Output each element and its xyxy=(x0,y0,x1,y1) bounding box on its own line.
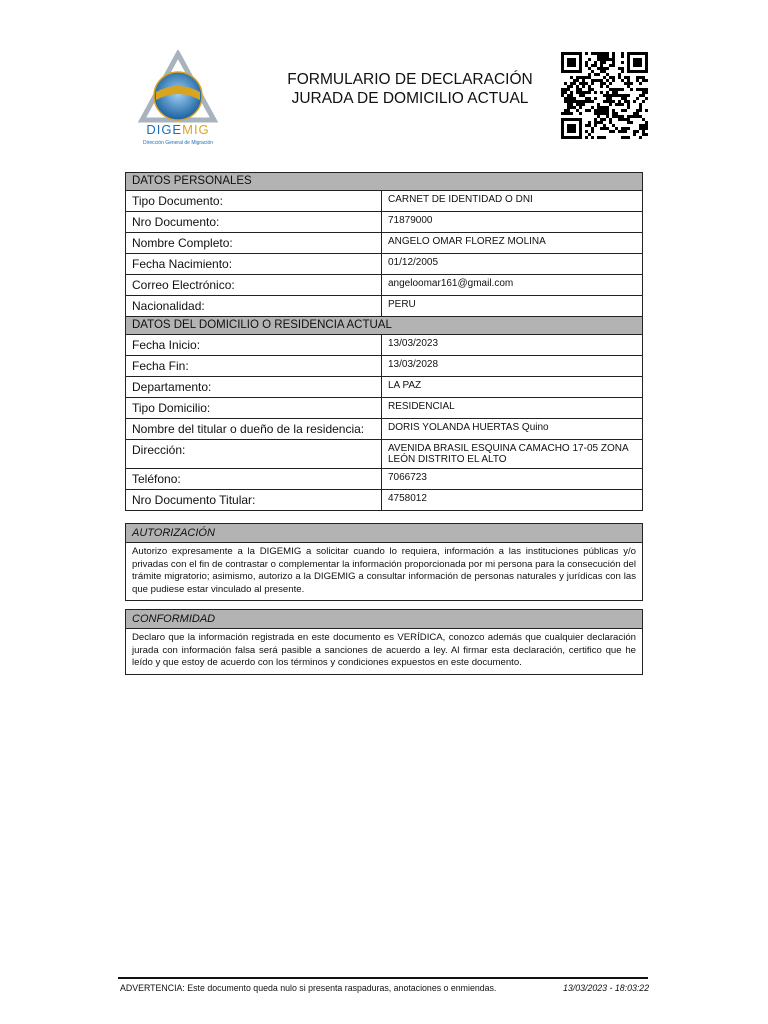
section-title: DATOS DEL DOMICILIO O RESIDENCIA ACTUAL xyxy=(126,317,643,335)
autorizacion-title: AUTORIZACIÓN xyxy=(126,524,642,543)
footer-timestamp: 13/03/2023 - 18:03:22 xyxy=(563,983,650,993)
row-value: RESIDENCIAL xyxy=(382,398,643,419)
footer-warning: ADVERTENCIA: Este documento queda nulo si presenta raspaduras, anotaciones o enmiendas. xyxy=(120,983,497,993)
row-value: 13/03/2023 xyxy=(382,335,643,356)
table-row xyxy=(126,212,643,233)
row-label: Departamento: xyxy=(126,377,382,398)
table-row xyxy=(126,254,643,275)
row-label: Nacionalidad: xyxy=(126,296,382,317)
footer-divider xyxy=(118,977,648,979)
row-label: Nombre del titular o dueño de la residencia: xyxy=(126,419,382,440)
row-label: Nombre Completo: xyxy=(126,233,382,254)
row-value: PERU xyxy=(382,296,643,317)
row-value: CARNET DE IDENTIDAD O DNI xyxy=(382,191,643,212)
row-value: DORIS YOLANDA HUERTAS Quino xyxy=(382,419,643,440)
row-label: Fecha Fin: xyxy=(126,356,382,377)
table-row xyxy=(126,191,643,212)
title-line-2: JURADA DE DOMICILIO ACTUAL xyxy=(291,90,529,107)
row-value: 71879000 xyxy=(382,212,643,233)
svg-text:Dirección General de Migración: Dirección General de Migración xyxy=(142,140,214,146)
table-row xyxy=(126,419,643,440)
table-row xyxy=(126,440,643,469)
section-header-datos-personales xyxy=(126,173,643,191)
section-header-domicilio xyxy=(126,317,643,335)
row-label: Correo Electrónico: xyxy=(126,275,382,296)
table-row xyxy=(126,490,643,511)
autorizacion-text: Autorizo expresamente a la DIGEMIG a solicitar cuando lo requiera, información a las instituciones públicas y/o privadas con el fin de contrastar o complementar la información proporcionada por mi persona para la consecución del trámite migratorio; asimismo, autorizo a la DIGEMIG a consultar información de personas naturales y jurídicas con las que pudiese estar vinculado al presente. xyxy=(132,546,636,595)
conformidad-title: CONFORMIDAD xyxy=(126,610,642,629)
row-label: Fecha Inicio: xyxy=(126,335,382,356)
section-title: DATOS PERSONALES xyxy=(126,173,643,191)
row-value: 7066723 xyxy=(382,469,643,490)
svg-text:DIGEMIG: DIGEMIG xyxy=(146,122,210,137)
conformidad-box xyxy=(125,609,643,675)
table-row xyxy=(126,398,643,419)
table-row xyxy=(126,335,643,356)
row-value: angeloomar161@gmail.com xyxy=(382,275,643,296)
table-row xyxy=(126,469,643,490)
row-value: 13/03/2028 xyxy=(382,356,643,377)
declaration-table xyxy=(125,172,643,511)
row-label: Tipo Domicilio: xyxy=(126,398,382,419)
autorizacion-box xyxy=(125,523,643,601)
conformidad-text: Declaro que la información registrada en este documento es VERÍDICA, conozco además que cualquier declaración jurada con información falsa será pasible a sanciones de acuerdo a ley. Al firmar esta declaración, certifico que he leído y que estoy de acuerdo con los términos y condiciones expuestos en este documento. xyxy=(132,632,636,668)
table-row xyxy=(126,377,643,398)
row-value: 4758012 xyxy=(382,490,643,511)
row-label: Teléfono: xyxy=(126,469,382,490)
row-label: Dirección: xyxy=(126,440,382,469)
qr-code xyxy=(560,50,648,142)
row-value: AVENIDA BRASIL ESQUINA CAMACHO 17-05 ZONA LEÓN DISTRITO EL ALTO xyxy=(382,440,643,469)
digemig-logo xyxy=(134,50,222,150)
row-label: Nro Documento Titular: xyxy=(126,490,382,511)
row-label: Nro Documento: xyxy=(126,212,382,233)
row-value: LA PAZ xyxy=(382,377,643,398)
document-title xyxy=(260,70,560,108)
table-row xyxy=(126,296,643,317)
row-value: ANGELO OMAR FLOREZ MOLINA xyxy=(382,233,643,254)
row-value: 01/12/2005 xyxy=(382,254,643,275)
table-row xyxy=(126,356,643,377)
row-label: Fecha Nacimiento: xyxy=(126,254,382,275)
title-line-1: FORMULARIO DE DECLARACIÓN xyxy=(287,71,533,88)
table-row xyxy=(126,275,643,296)
row-label: Tipo Documento: xyxy=(126,191,382,212)
table-row xyxy=(126,233,643,254)
